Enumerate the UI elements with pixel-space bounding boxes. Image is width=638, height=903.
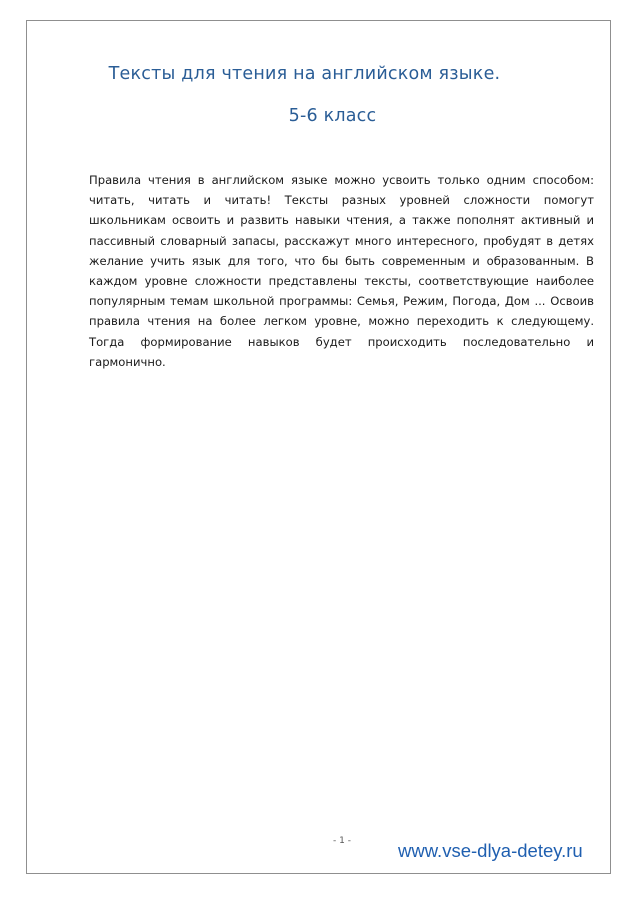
document-title: Тексты для чтения на английском языке. [108, 64, 501, 84]
document-subtitle: 5-6 класс [288, 106, 377, 126]
page-number: - 1 - [333, 836, 351, 846]
body-paragraph: Правила чтения в английском языке можно усвоить только одним способом: читать, читать и читать! Тексты разных уровней сложности помогут школьникам освоить и развить навыки чтения, а также пополнят активный и пассивный словарный запасы, расскажут много интересного, пробудят в детях желание учить язык для того, что бы быть современным и образованным. В каждом уровне сложности представлены тексты, соответствующие наиболее популярным темам школьной программы: Семья, Режим, Погода, Дом ... Освоив правила чтения на более легком уровне, можно переходить к следующему. Тогда формирование навыков будет происходить последовательно и гармонично. [89, 173, 594, 369]
page-border [26, 20, 611, 874]
website-link[interactable]: www.vse-dlya-detey.ru [398, 840, 583, 861]
